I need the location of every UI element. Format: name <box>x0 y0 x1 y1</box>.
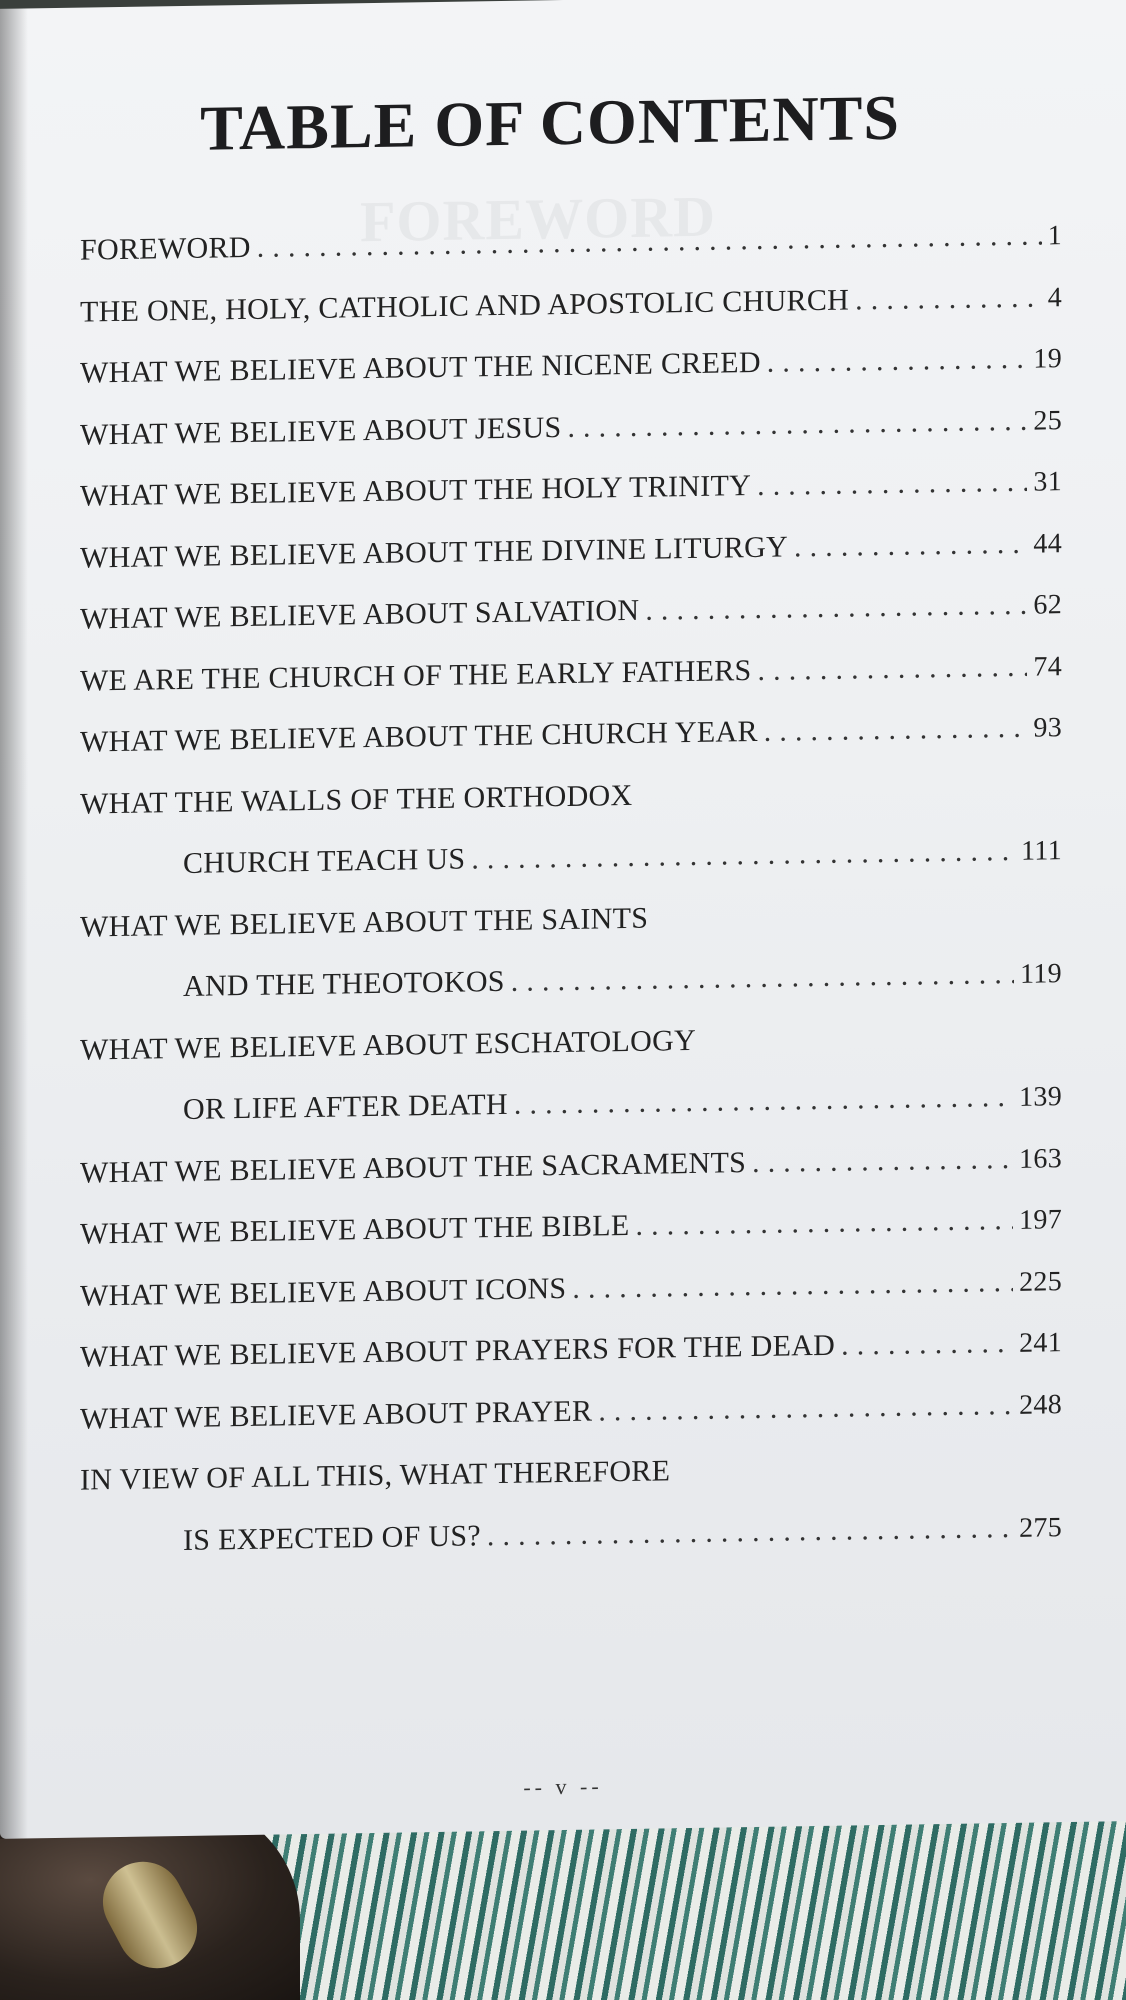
toc-entry-title: OR LIFE AFTER DEATH <box>183 1087 508 1126</box>
toc-entry-page-number: 241 <box>1019 1327 1062 1359</box>
page-number: -- v -- <box>523 1773 603 1800</box>
toc-entry-title: WHAT THE WALLS OF THE ORTHODOX <box>80 778 633 821</box>
page-title: TABLE OF CONTENTS <box>200 81 900 164</box>
dot-leader <box>758 649 1028 687</box>
dot-leader <box>572 1264 1013 1305</box>
toc-entry-title: WHAT WE BELIEVE ABOUT ICONS <box>80 1271 567 1313</box>
toc-entry-title: WHAT WE BELIEVE ABOUT THE SACRAMENTS <box>80 1145 747 1190</box>
bleed-through-heading: FOREWORD <box>360 183 716 255</box>
toc-entry-title: WHAT WE BELIEVE ABOUT THE SAINTS <box>80 901 649 944</box>
dot-leader <box>764 711 1028 749</box>
toc-entry-page-number: 225 <box>1019 1265 1062 1298</box>
toc-entry-title: WHAT WE BELIEVE ABOUT PRAYERS FOR THE DEAD <box>80 1328 836 1374</box>
toc-entry-page-number: 25 <box>1033 404 1062 437</box>
toc-entry-title: WHAT WE BELIEVE ABOUT ESCHATOLOGY <box>80 1023 696 1067</box>
dot-leader <box>636 1203 1014 1243</box>
toc-entry-page-number: 111 <box>1021 835 1062 867</box>
toc-entry-page-number: 19 <box>1033 343 1062 375</box>
toc-entry-title: IN VIEW OF ALL THIS, WHAT THEREFORE <box>80 1454 671 1497</box>
dot-leader <box>645 588 1027 628</box>
dot-leader <box>841 1326 1013 1363</box>
toc-entry-page-number: 1 <box>1047 220 1062 252</box>
toc-entry-page-number: 62 <box>1033 589 1062 621</box>
toc-entry-title: THE ONE, HOLY, CATHOLIC AND APOSTOLIC CHURCH <box>80 283 850 329</box>
dot-leader <box>471 834 1015 877</box>
toc-entry-page-number: 4 <box>1047 281 1062 313</box>
toc-entry-title: WHAT WE BELIEVE ABOUT THE NICENE CREED <box>80 345 761 390</box>
toc-entry-title: WHAT WE BELIEVE ABOUT THE CHURCH YEAR <box>80 714 758 759</box>
toc-entry-page-number: 139 <box>1019 1081 1062 1113</box>
toc-entry-title: WHAT WE BELIEVE ABOUT THE BIBLE <box>80 1208 630 1251</box>
toc-entry-title: WHAT WE BELIEVE ABOUT PRAYER <box>80 1394 593 1436</box>
toc-entry-page-number: 74 <box>1033 650 1062 683</box>
toc-entry-title: CHURCH TEACH US <box>183 842 466 880</box>
toc-entry-title: AND THE THEOTOKOS <box>183 964 505 1003</box>
toc-entry-page-number: 93 <box>1033 712 1062 744</box>
toc-entry-title: WHAT WE BELIEVE ABOUT THE HOLY TRINITY <box>80 469 752 513</box>
toc-entry-title: WE ARE THE CHURCH OF THE EARLY FATHERS <box>80 653 752 698</box>
toc-entry-title: IS EXPECTED OF US? <box>183 1518 481 1557</box>
toc-entry-title: WHAT WE BELIEVE ABOUT THE DIVINE LITURGY <box>80 529 789 575</box>
dot-leader <box>514 1080 1013 1122</box>
toc-entry-page-number: 197 <box>1019 1204 1062 1236</box>
dot-leader <box>487 1510 1013 1552</box>
dot-leader <box>752 1141 1013 1179</box>
dot-leader <box>794 526 1027 564</box>
toc-entry-page-number: 248 <box>1019 1388 1062 1421</box>
toc-entry-page-number: 31 <box>1033 466 1062 498</box>
dot-leader <box>767 342 1028 380</box>
dot-leader <box>598 1387 1013 1428</box>
dot-leader <box>757 465 1027 503</box>
toc-entry-title: WHAT WE BELIEVE ABOUT SALVATION <box>80 593 640 636</box>
toc-entry-page-number: 44 <box>1033 527 1062 560</box>
dot-leader <box>511 957 1014 999</box>
toc-entry-page-number: 275 <box>1019 1511 1062 1544</box>
toc-entry-page-number: 163 <box>1019 1142 1062 1175</box>
dot-leader <box>567 403 1027 444</box>
toc-entry-title: FOREWORD <box>80 230 251 267</box>
toc-entry-title: WHAT WE BELIEVE ABOUT JESUS <box>80 410 562 452</box>
table-of-contents <box>80 218 1062 1586</box>
dot-leader <box>855 280 1042 317</box>
toc-entry-page-number: 119 <box>1020 958 1062 990</box>
